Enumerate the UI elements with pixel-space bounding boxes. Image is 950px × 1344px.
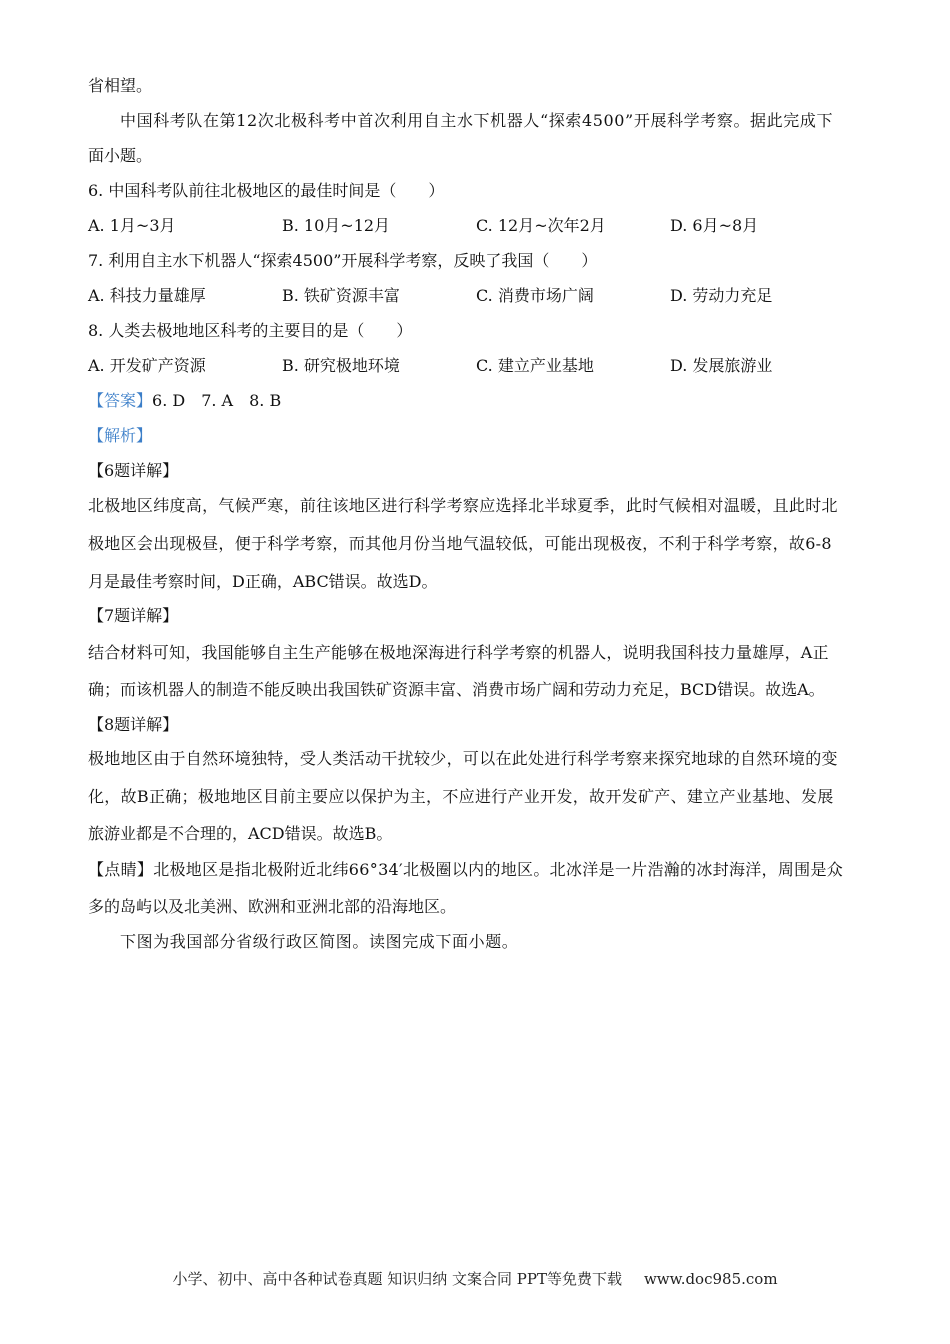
question-8-option-d: D. 发展旅游业 [670, 356, 773, 375]
question-7-option-d: D. 劳动力充足 [670, 286, 773, 305]
question-8-option-a: A. 开发矿产资源 [88, 356, 206, 375]
question-7-option-c: C. 消费市场广阔 [476, 286, 594, 305]
tip-label: 【点睛】 [88, 860, 154, 879]
question-8-option-c: C. 建立产业基地 [476, 356, 594, 375]
question-6-option-d: D. 6月~8月 [670, 216, 759, 235]
tip-line-2: 多的岛屿以及北美洲、欧洲和亚洲北部的沿海地区。 [88, 897, 457, 916]
detail-6-line-1: 北极地区纬度高，气候严寒，前往该地区进行科学考察应选择北半球夏季，此时气候相对温暖，且此时北 [88, 496, 838, 515]
answer-text: 6. D 7. A 8. B [152, 391, 282, 410]
footer-url[interactable]: www.doc985.com [643, 1270, 778, 1288]
detail-8-line-3: 旅游业都是不合理的，ACD错误。故选B。 [88, 824, 393, 843]
page-footer [0, 1268, 950, 1290]
question-8-stem: 8. 人类去极地地区科考的主要目的是（ ） [88, 321, 413, 340]
material-text-line-1: 中国科考队在第12次北极科考中首次利用自主水下机器人“探索4500”开展科学考察。据此完成下 [120, 111, 834, 130]
detail-7-line-2: 确；而该机器人的制造不能反映出我国铁矿资源丰富、消费市场广阔和劳动力充足，BCD错误。故选A。 [88, 680, 825, 699]
answer-line [88, 390, 281, 412]
detail-8-line-1: 极地地区由于自然环境独特，受人类活动干扰较少，可以在此处进行科学考察来探究地球的自然环境的变 [88, 749, 838, 768]
material-text-line-2: 面小题。 [88, 146, 153, 165]
question-7-stem: 7. 利用自主水下机器人“探索4500”开展科学考察，反映了我国（ ） [88, 251, 598, 270]
detail-6-heading: 【6题详解】 [88, 461, 179, 480]
tip-text-1: 北极地区是指北极附近北纬66°34′北极圈以内的地区。北冰洋是一片浩瀚的冰封海洋，周围是众 [153, 860, 844, 879]
next-material-text: 下图为我国部分省级行政区简图。读图完成下面小题。 [120, 932, 519, 951]
detail-6-line-3: 月是最佳考察时间，D正确，ABC错误。故选D。 [88, 572, 438, 591]
detail-7-heading: 【7题详解】 [88, 606, 179, 625]
answer-label: 【答案】 [88, 391, 153, 410]
analysis-label: 【解析】 [88, 426, 153, 445]
detail-8-line-2: 化，故B正确；极地地区目前主要应以保护为主，不应进行产业开发，故开发矿产、建立产业基地、发展 [88, 787, 834, 806]
question-6-option-c: C. 12月~次年2月 [476, 216, 606, 235]
question-8-option-b: B. 研究极地环境 [282, 356, 400, 375]
question-6-stem: 6. 中国科考队前往北极地区的最佳时间是（ ） [88, 181, 445, 200]
detail-8-heading: 【8题详解】 [88, 715, 179, 734]
detail-6-line-2: 极地区会出现极昼，便于科学考察，而其他月份当地气温较低，可能出现极夜，不利于科学考察，故6-8 [88, 534, 832, 553]
question-6-option-a: A. 1月~3月 [88, 216, 176, 235]
question-7-option-b: B. 铁矿资源丰富 [282, 286, 400, 305]
question-6-option-b: B. 10月~12月 [282, 216, 391, 235]
footer-text: 小学、初中、高中各种试卷真题 知识归纳 文案合同 PPT等免费下载 [172, 1270, 622, 1288]
intro-continuation: 省相望。 [88, 76, 153, 95]
question-7-option-a: A. 科技力量雄厚 [88, 286, 206, 305]
detail-7-line-1: 结合材料可知，我国能够自主生产能够在极地深海进行科学考察的机器人，说明我国科技力量雄厚，A正 [88, 643, 829, 662]
tip-line-1 [88, 859, 843, 881]
